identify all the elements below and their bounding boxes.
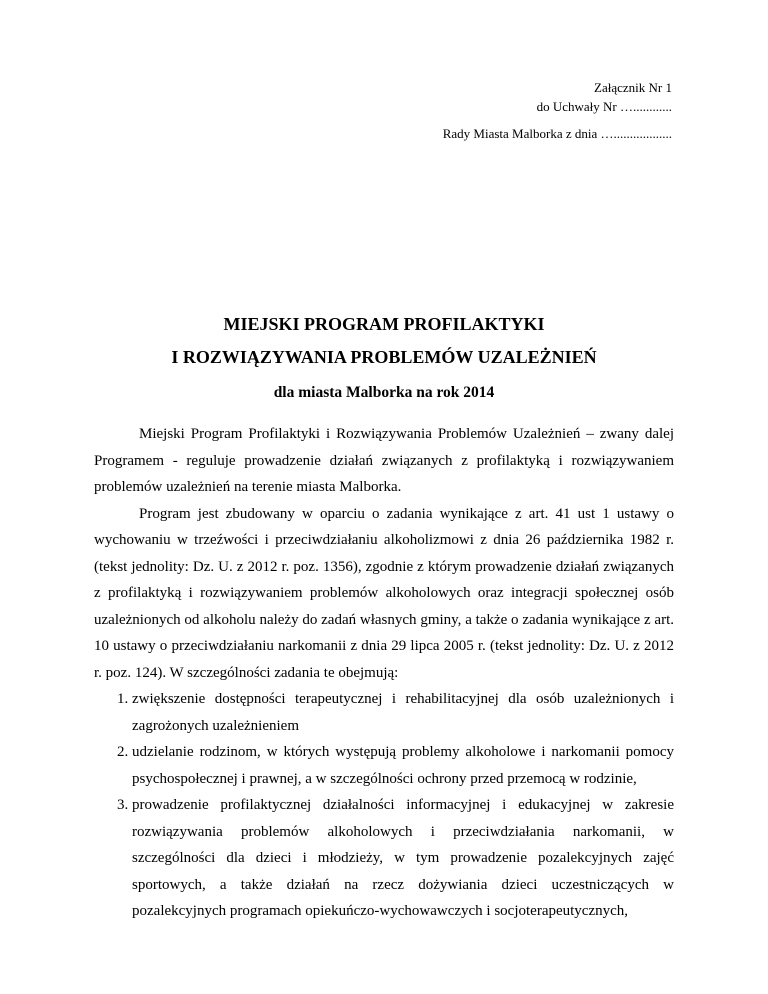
resolution-number: do Uchwały Nr …............	[536, 99, 672, 114]
task-list	[94, 686, 674, 925]
title-line-1: MIEJSKI PROGRAM PROFILAKTYKI	[223, 314, 545, 334]
document-title	[96, 308, 672, 409]
paragraph-legal-basis: Program jest zbudowany w oparciu o zadania wynikające z art. 41 ust 1 ustawy o wychowaniu w trzeźwości i przeciwdziałaniu alkoholizmowi z dnia 26 października 1982 r. (tekst jednolity: Dz. U. z 2012 r. poz. 1356), zgodnie z którym prowadzenie działań związanych z profilaktyką i rozwiązywaniem problemów alkoholowych oraz integracji społecznej osób uzależnionych od alkoholu należy do zadań własnych gminy, a także o zadania wynikające z art. 10 ustawy o przeciwdziałaniu narkomanii z dnia 29 lipca 2005 r. (tekst jednolity: Dz. U. z 2012 r. poz. 124). W szczególności zadania te obejmują:	[94, 505, 674, 681]
title-line-3: dla miasta Malborka na rok 2014	[273, 384, 495, 401]
paragraph-intro: Miejski Program Profilaktyki i Rozwiązywania Problemów Uzależnień – zwany dalej Programem - reguluje prowadzenie działań związanych z profilaktyką i rozwiązywaniem problemów uzależnień na terenie miasta Malborka.	[94, 426, 674, 495]
list-item: 1. zwiększenie dostępności terapeutycznej i rehabilitacyjnej dla osób uzależnionych i zagrożonych uzależnieniem	[132, 686, 674, 739]
attachment-number: Załącznik Nr 1	[594, 80, 672, 95]
council-date: Rady Miasta Malborka z dnia …..................	[442, 126, 672, 141]
attachment-header	[443, 78, 672, 143]
list-item: 3. prowadzenie profilaktycznej działalności informacyjnej i edukacyjnej w zakresie rozwiązywania problemów alkoholowych i przeciwdziałania narkomanii, w szczególności dla dzieci i młodzieży, w tym prowadzenie pozalekcyjnych zajęć sportowych, a także działań na rzecz dożywiania dzieci uczestniczących w pozalekcyjnych programach opiekuńczo-wychowawczych i socjoterapeutycznych,	[132, 792, 674, 925]
list-item: 2. udzielanie rodzinom, w których występują problemy alkoholowe i narkomanii pomocy psychospołecznej i prawnej, a w szczególności ochrony przed przemocą w rodzinie,	[132, 739, 674, 792]
title-line-2: I ROZWIĄZYWANIA PROBLEMÓW UZALEŻNIEŃ	[171, 347, 597, 367]
document-body	[94, 421, 674, 925]
